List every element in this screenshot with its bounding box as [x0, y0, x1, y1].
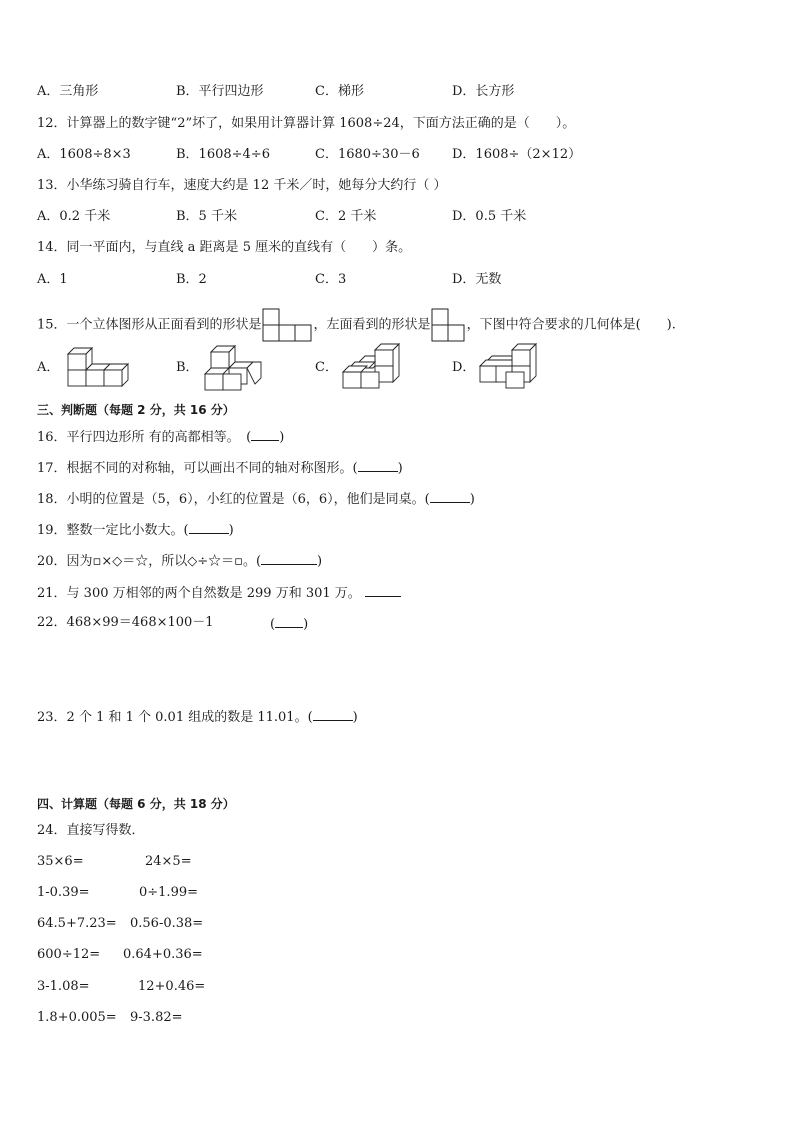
q15-option-c: C． — [315, 360, 338, 375]
calc-item: 1-0.39= — [37, 885, 90, 900]
left-view-figure — [431, 308, 467, 342]
q15-stem-part3: ，下图中符合要求的几何体是( ). — [466, 317, 676, 333]
q20-close: ) — [317, 554, 323, 569]
q14-stem: 14．同一平面内，与直线 a 距离是 5 厘米的直线有（ ）条。 — [37, 240, 412, 255]
q21-text: 21．与 300 万相邻的两个自然数是 299 万和 301 万。 — [37, 586, 361, 601]
q22-answer: ( ) — [270, 617, 309, 632]
answer-blank[interactable] — [430, 490, 470, 503]
answer-blank[interactable] — [358, 459, 398, 472]
q19 — [37, 521, 234, 539]
q14-option-d: D．无数 — [452, 272, 502, 287]
q23-text: 23．2 个 1 和 1 个 0.01 组成的数是 11.01。( — [37, 710, 313, 725]
q22-text: 22．468×99＝468×100－1 — [37, 615, 214, 630]
q12-stem: 12．计算器上的数字键“2”坏了，如果用计算器计算 1608÷24，下面方法正确的是（ ）。 — [37, 116, 576, 131]
answer-blank[interactable] — [251, 428, 279, 441]
calc-item: 600÷12= — [37, 947, 101, 962]
q22 — [37, 615, 214, 631]
q21 — [37, 584, 401, 602]
q17-text: 17．根据不同的对称轴，可以画出不同的轴对称图形。( — [37, 461, 358, 476]
section-4-heading: 四、计算题（每题 6 分，共 18 分） — [37, 797, 235, 811]
cube-figure-b — [203, 344, 267, 392]
front-view-figure — [262, 308, 314, 342]
q17 — [37, 459, 403, 477]
q12-option-b: B．1608÷4÷6 — [176, 147, 270, 162]
calc-item: 9-3.82= — [130, 1010, 183, 1025]
answer-blank[interactable] — [275, 615, 303, 628]
q19-close: ) — [228, 523, 234, 538]
q15-stem-part2: ，左面看到的形状是 — [313, 317, 431, 333]
q18-text: 18．小明的位置是（5，6），小红的位置是（6，6），他们是同桌。( — [37, 492, 430, 507]
calc-item: 24×5= — [145, 854, 192, 869]
q13-option-c: C．2 千米 — [315, 209, 377, 224]
answer-blank[interactable] — [261, 552, 317, 565]
q20 — [37, 552, 322, 570]
q11-option-a: A．三角形 — [37, 84, 99, 99]
calc-item: 0.64+0.36= — [123, 947, 203, 962]
cube-figure-d — [478, 342, 540, 390]
q17-close: ) — [397, 461, 403, 476]
answer-blank[interactable] — [189, 521, 229, 534]
cube-figure-c — [341, 342, 403, 390]
calc-item: 1.8+0.005= — [37, 1010, 117, 1025]
q15-option-a: A． — [37, 360, 60, 375]
q14-option-b: B．2 — [176, 272, 207, 287]
q15-option-d: D． — [452, 360, 476, 375]
q12-option-a: A．1608÷8×3 — [37, 147, 131, 162]
q22-close: ) — [303, 617, 309, 632]
calc-item: 3-1.08= — [37, 979, 90, 994]
q13-option-a: A．0.2 千米 — [37, 209, 111, 224]
answer-blank[interactable] — [313, 708, 353, 721]
q19-text: 19．整数一定比小数大。( — [37, 523, 189, 538]
q15-stem — [37, 308, 676, 342]
cube-figure-a — [66, 344, 136, 390]
q16-close: ) — [279, 430, 285, 445]
q15-stem-part1: 15．一个立体图形从正面看到的形状是 — [37, 317, 262, 333]
q13-stem: 13．小华练习骑自行车，速度大约是 12 千米／时，她每分大约行（ ） — [37, 178, 447, 193]
q20-text: 20．因为▫×◇＝☆，所以◇÷☆＝▫。( — [37, 554, 262, 569]
q14-option-c: C．3 — [315, 272, 347, 287]
q15-option-b: B． — [176, 360, 199, 375]
q18-close: ) — [469, 492, 475, 507]
q12-option-c: C．1680÷30－6 — [315, 147, 420, 162]
answer-blank[interactable] — [365, 584, 401, 597]
q23 — [37, 708, 358, 726]
calc-item: 64.5+7.23= — [37, 916, 117, 931]
section-3-heading: 三、判断题（每题 2 分，共 16 分） — [37, 403, 235, 417]
q11-option-d: D．长方形 — [452, 84, 515, 99]
q13-option-d: D．0.5 千米 — [452, 209, 527, 224]
q11-option-c: C．梯形 — [315, 84, 364, 99]
q11-option-b: B．平行四边形 — [176, 84, 264, 99]
q12-option-d: D．1608÷（2×12） — [452, 147, 582, 162]
q18 — [37, 490, 475, 508]
calc-item: 0.56-0.38= — [130, 916, 204, 931]
q24-stem: 24．直接写得数． — [37, 823, 145, 838]
q14-option-a: A．1 — [37, 272, 68, 287]
q23-close: ) — [352, 710, 358, 725]
calc-item: 0÷1.99= — [139, 885, 199, 900]
q16 — [37, 428, 284, 446]
calc-item: 12+0.46= — [138, 979, 206, 994]
calc-item: 35×6= — [37, 854, 84, 869]
q13-option-b: B．5 千米 — [176, 209, 237, 224]
q16-text: 16．平行四边形所 有的高都相等。 ( — [37, 430, 252, 445]
